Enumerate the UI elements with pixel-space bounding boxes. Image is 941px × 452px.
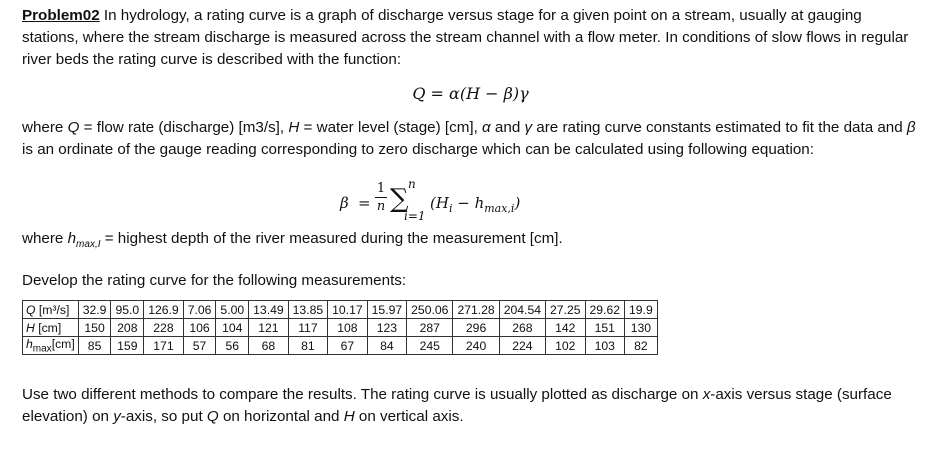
- x-symbol: x: [702, 386, 711, 403]
- table-cell: 67: [328, 337, 368, 355]
- table-cell: 296: [453, 319, 499, 337]
- table-cell: 271.28: [453, 301, 499, 319]
- table-cell: 104: [216, 319, 249, 337]
- problem-label: Problem02: [22, 7, 100, 24]
- table-cell: 7.06: [183, 301, 216, 319]
- def-text: and: [490, 119, 525, 136]
- h-symbol: H: [288, 119, 300, 136]
- measurements-table: [22, 300, 658, 355]
- table-cell: 13.49: [249, 301, 289, 319]
- term-sub: max,i: [484, 202, 515, 215]
- table-cell: 81: [288, 337, 328, 355]
- beta-symbol: β: [906, 119, 916, 136]
- hmax-sub: max: [32, 343, 52, 355]
- table-cell: 121: [249, 319, 289, 337]
- table-cell: 10.17: [328, 301, 368, 319]
- def-text: are rating curve constants estimated to fit the data and: [532, 119, 907, 136]
- table-cell: 5.00: [216, 301, 249, 319]
- closing-text: -axis, so put: [120, 408, 207, 425]
- table-cell: 130: [625, 319, 658, 337]
- table-cell: 117: [288, 319, 328, 337]
- fraction-denominator: n: [376, 199, 386, 214]
- sum-term: [430, 194, 520, 215]
- definitions-paragraph: [22, 117, 922, 161]
- fraction-bar: [375, 197, 387, 198]
- q-unit: [m³/s]: [35, 302, 70, 317]
- table-cell: 126.9: [144, 301, 184, 319]
- term-part: (H: [430, 194, 449, 212]
- beta-lhs: β: [340, 194, 349, 212]
- row-header-q: [23, 301, 79, 319]
- fraction: [375, 181, 387, 214]
- y-symbol: y: [113, 408, 121, 425]
- rating-curve-equation: Q = α(H − β)γ: [412, 84, 529, 103]
- table-cell: 19.9: [625, 301, 658, 319]
- table-cell: 123: [367, 319, 407, 337]
- problem-intro: In hydrology, a rating curve is a graph of discharge versus stage for a given point on a stream, usually at gauging stations, where the stream discharge is measured across the stream channel with a flow meter. In conditions of slow flows in regular river beds the rating curve is described with the function:: [22, 7, 909, 68]
- table-cell: 171: [144, 337, 184, 355]
- table-cell: 108: [328, 319, 368, 337]
- h-head: H: [26, 320, 35, 335]
- table-cell: 102: [546, 337, 586, 355]
- term-part: − h: [452, 194, 485, 212]
- table-row-h: [23, 319, 658, 337]
- q-symbol: Q: [67, 119, 80, 136]
- table-cell: 287: [407, 319, 453, 337]
- table-row-q: [23, 301, 658, 319]
- gamma-symbol: γ: [524, 119, 533, 136]
- hmax-symbol: [67, 230, 101, 251]
- hmax-unit: [cm]: [51, 337, 75, 351]
- table-cell: 159: [111, 337, 144, 355]
- closing-text: Use two different methods to compare the results. The rating curve is usually plotted as discharge on: [22, 386, 703, 403]
- table-cell: 150: [78, 319, 111, 337]
- develop-instruction: Develop the rating curve for the following measurements:: [22, 272, 407, 289]
- problem-statement: [22, 5, 922, 71]
- def-text: = highest depth of the river measured during the measurement [cm].: [100, 230, 563, 247]
- closing-text: on horizontal and: [218, 408, 344, 425]
- h-unit: [cm]: [34, 320, 62, 335]
- table-cell: 85: [78, 337, 111, 355]
- table-cell: 13.85: [288, 301, 328, 319]
- table-cell: 32.9: [78, 301, 111, 319]
- def-text: where: [22, 119, 68, 136]
- table-cell: 68: [249, 337, 289, 355]
- table-cell: 27.25: [546, 301, 586, 319]
- table-cell: 15.97: [367, 301, 407, 319]
- h-symbol: H: [343, 408, 355, 425]
- sum-upper-limit: n: [408, 177, 416, 191]
- term-sub: i: [448, 202, 453, 215]
- row-header-hmax: [23, 337, 79, 355]
- summation-icon: ∑: [390, 184, 409, 214]
- table-cell: 204.54: [499, 301, 545, 319]
- term-part: ): [514, 194, 521, 212]
- def-text: is an ordinate of the gauge reading corresponding to zero discharge which can be calculated using following equation:: [22, 141, 814, 158]
- table-cell: 57: [183, 337, 216, 355]
- hmax-sym-letter: h: [67, 230, 77, 247]
- sum-lower-limit: i=1: [404, 209, 426, 223]
- table-cell: 245: [407, 337, 453, 355]
- table-cell: 56: [216, 337, 249, 355]
- table-cell: 95.0: [111, 301, 144, 319]
- def-text: = flow rate (discharge) [m3/s],: [79, 119, 289, 136]
- hmax-head: h: [26, 337, 33, 351]
- table-cell: 106: [183, 319, 216, 337]
- table-cell: 240: [453, 337, 499, 355]
- closing-text: -axis versus stage (surface elevation) on: [22, 386, 892, 425]
- table-cell: 224: [499, 337, 545, 355]
- table-cell: 82: [625, 337, 658, 355]
- table-cell: 84: [367, 337, 407, 355]
- def-text: where: [22, 230, 68, 247]
- hmax-sym-sub: max,I: [76, 239, 101, 251]
- table-cell: 29.62: [585, 301, 625, 319]
- def-text: = water level (stage) [cm],: [299, 119, 483, 136]
- table-cell: 208: [111, 319, 144, 337]
- row-header-h: [23, 319, 79, 337]
- table-cell: 250.06: [407, 301, 453, 319]
- closing-paragraph: [22, 384, 922, 428]
- q-head: Q: [26, 302, 36, 317]
- table-cell: 142: [546, 319, 586, 337]
- table-row-hmax: [23, 337, 658, 355]
- table-cell: 228: [144, 319, 184, 337]
- beta-equation: [340, 179, 600, 227]
- hmax-definition: [22, 228, 922, 256]
- table-cell: 151: [585, 319, 625, 337]
- q-symbol: Q: [206, 408, 219, 425]
- closing-text: on vertical axis.: [354, 408, 464, 425]
- fraction-numerator: 1: [376, 181, 386, 196]
- equals-sign: =: [358, 194, 371, 212]
- alpha-symbol: α: [482, 119, 491, 136]
- table-cell: 268: [499, 319, 545, 337]
- table-cell: 103: [585, 337, 625, 355]
